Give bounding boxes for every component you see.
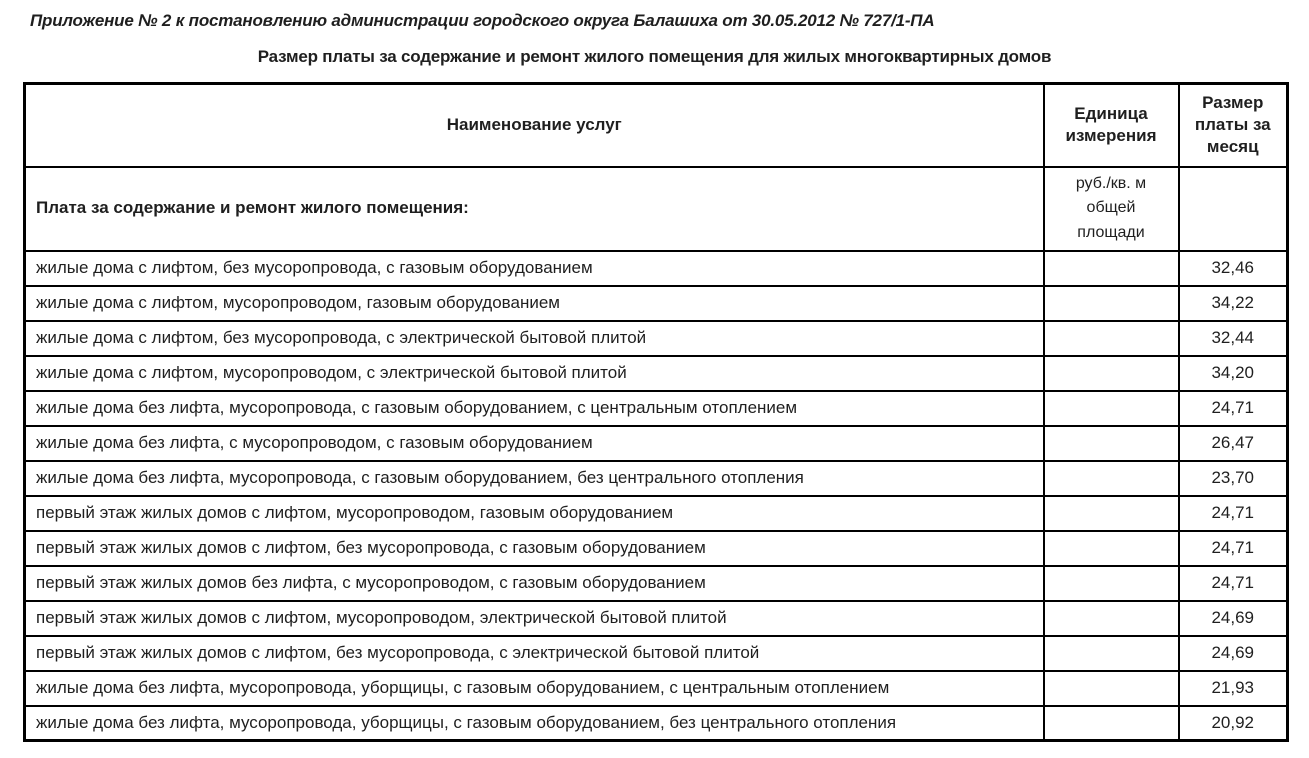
service-name-cell: жилые дома с лифтом, мусоропроводом, с электрической бытовой плитой — [25, 356, 1044, 391]
rate-value-cell: 24,71 — [1179, 391, 1288, 426]
rate-value-cell: 24,71 — [1179, 531, 1288, 566]
section-unit-cell: руб./кв. м общей площади — [1044, 167, 1179, 251]
rate-value-cell: 20,92 — [1179, 706, 1288, 741]
unit-cell — [1044, 391, 1179, 426]
table-row — [25, 496, 1288, 531]
service-name-cell: жилые дома с лифтом, без мусоропровода, с электрической бытовой плитой — [25, 321, 1044, 356]
table-row — [25, 321, 1288, 356]
rate-table-header — [25, 84, 1288, 167]
unit-cell — [1044, 286, 1179, 321]
rate-value-cell: 24,71 — [1179, 496, 1288, 531]
table-row — [25, 426, 1288, 461]
unit-cell — [1044, 601, 1179, 636]
document-title: Размер платы за содержание и ремонт жилого помещения для жилых многоквартирных домов — [257, 47, 1052, 66]
table-row — [25, 286, 1288, 321]
service-name-cell: первый этаж жилых домов с лифтом, мусоропроводом, газовым оборудованием — [25, 496, 1044, 531]
header-row — [25, 84, 1288, 167]
service-name-cell: первый этаж жилых домов с лифтом, без мусоропровода, с газовым оборудованием — [25, 531, 1044, 566]
table-row — [25, 601, 1288, 636]
header-unit: Единица измерения — [1044, 84, 1179, 167]
service-name-cell: жилые дома с лифтом, мусоропроводом, газовым оборудованием — [25, 286, 1044, 321]
header-service-name: Наименование услуг — [25, 84, 1044, 167]
rate-value-cell: 24,69 — [1179, 636, 1288, 671]
appendix-reference-line: Приложение № 2 к постановлению администрации городского округа Балашиха от 30.05.2012 № 727/1-ПА — [30, 11, 935, 30]
table-row — [25, 531, 1288, 566]
unit-cell — [1044, 531, 1179, 566]
service-name-cell: жилые дома без лифта, с мусоропроводом, с газовым оборудованием — [25, 426, 1044, 461]
rate-value-cell: 26,47 — [1179, 426, 1288, 461]
service-name-cell: жилые дома без лифта, мусоропровода, уборщицы, с газовым оборудованием, с центральным отоплением — [25, 671, 1044, 706]
unit-cell — [1044, 356, 1179, 391]
rate-table — [23, 82, 1289, 742]
service-name-cell: первый этаж жилых домов с лифтом, без мусоропровода, с электрической бытовой плитой — [25, 636, 1044, 671]
unit-cell — [1044, 461, 1179, 496]
service-name-cell: жилые дома без лифта, мусоропровода, уборщицы, с газовым оборудованием, без центрального отопления — [25, 706, 1044, 741]
rate-value-cell: 23,70 — [1179, 461, 1288, 496]
service-name-cell: жилые дома без лифта, мусоропровода, с газовым оборудованием, с центральным отоплением — [25, 391, 1044, 426]
rate-value-cell: 21,93 — [1179, 671, 1288, 706]
table-row — [25, 671, 1288, 706]
section-rate-cell — [1179, 167, 1288, 251]
unit-cell — [1044, 636, 1179, 671]
table-row — [25, 391, 1288, 426]
unit-cell — [1044, 706, 1179, 741]
rate-value-cell: 34,20 — [1179, 356, 1288, 391]
section-row — [25, 167, 1288, 251]
table-row — [25, 706, 1288, 741]
table-row — [25, 356, 1288, 391]
rate-table-body — [25, 167, 1288, 741]
unit-cell — [1044, 671, 1179, 706]
unit-cell — [1044, 321, 1179, 356]
header-rate: Размер платы за месяц — [1179, 84, 1288, 167]
unit-cell — [1044, 426, 1179, 461]
unit-cell — [1044, 251, 1179, 286]
service-name-cell: жилые дома без лифта, мусоропровода, с газовым оборудованием, без центрального отопления — [25, 461, 1044, 496]
rate-value-cell: 32,44 — [1179, 321, 1288, 356]
table-row — [25, 461, 1288, 496]
table-row — [25, 251, 1288, 286]
service-name-cell: первый этаж жилых домов с лифтом, мусоропроводом, электрической бытовой плитой — [25, 601, 1044, 636]
table-row — [25, 566, 1288, 601]
unit-cell — [1044, 496, 1179, 531]
rate-value-cell: 34,22 — [1179, 286, 1288, 321]
table-row — [25, 636, 1288, 671]
unit-cell — [1044, 566, 1179, 601]
section-title-cell: Плата за содержание и ремонт жилого помещения: — [25, 167, 1044, 251]
rate-value-cell: 24,71 — [1179, 566, 1288, 601]
rate-value-cell: 32,46 — [1179, 251, 1288, 286]
rate-value-cell: 24,69 — [1179, 601, 1288, 636]
service-name-cell: первый этаж жилых домов без лифта, с мусоропроводом, с газовым оборудованием — [25, 566, 1044, 601]
service-name-cell: жилые дома с лифтом, без мусоропровода, с газовым оборудованием — [25, 251, 1044, 286]
